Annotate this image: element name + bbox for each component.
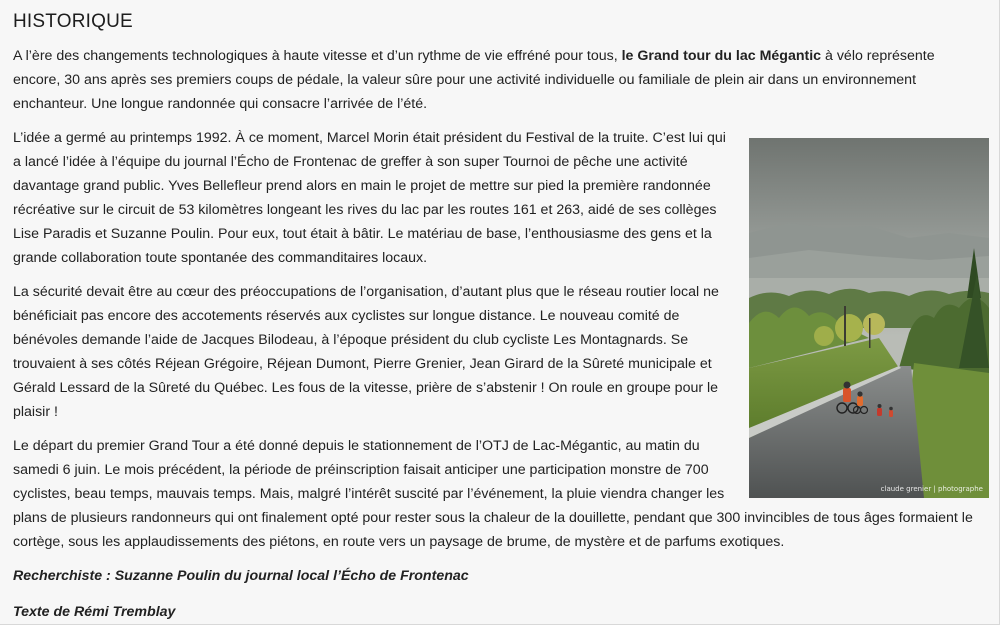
intro-text-end: à vélo représente encore, 30 ans après ses premiers coups de pédale, la valeur sûre pour une activité individuelle ou familiale de plein air dans un environnement enchanteur. Une longue randonnée qui consacre l’arrivée de l’été. [13,48,935,112]
paragraph-first-departure: Le départ du premier Grand Tour a été donné depuis le stationnement de l’OTJ de Lac-Mégantic, au matin du samedi 6 juin. Le mois précédent, la période de préinscription faisait anticiper une participation monstre de 700 cyclistes, beau temps, mauvais temps. Mais, malgré l’intérêt suscité par l’événement, la pluie viendra changer les plans de plusieurs randonneurs qui ont finalement opté pour rester sous la chaleur de la douillette, pendant que 300 invincibles de tous âges formaient le cortège, sous les applaudissements des piétons, en route vers un paysage de brume, de mystère et de parfums exotiques. [13,438,973,550]
section-title: HISTORIQUE [13,11,133,32]
paragraph-origins: L’idée a germé au printemps 1992. À ce moment, Marcel Morin était président du Festival de la truite. C’est lui qui a lancé l’idée à l’équipe du journal l’Écho de Frontenac de greffer à son super Tournoi de pêche une activité davantage grand public. Yves Bellefleur prend alors en main le projet de mettre sur pied la première randonnée récréative sur le circuit de 53 kilomètres longeant les rives du lac par les routes 161 et 263, aidé de ses collèges Lise Paradis et Suzanne Poulin. Pour eux, tout était à bâtir. Le matériau de base, l’enthousiasme des gens et la grande collaboration toute spontanée des commanditaires locaux. [13,130,726,266]
paragraph-intro [13,44,977,116]
cyclists-photo [749,138,989,498]
researcher-credit: Recherchiste : Suzanne Poulin du journal local l’Écho de Frontenac [13,568,469,584]
intro-text-start: A l’ère des changements technologiques à haute vitesse et d’un rythme de vie effréné pour tous, [13,48,622,64]
cyclists-photo-image [749,138,989,498]
event-name: le Grand tour du lac Mégantic [621,48,822,64]
photo-credit: claude grenier | photographe [880,485,983,493]
author-credit: Texte de Rémi Tremblay [13,604,176,620]
paragraph-safety: La sécurité devait être au cœur des préoccupations de l’organisation, d’autant plus que le réseau routier local ne bénéficiait pas encore des accotements réservés aux cyclistes sur longue distance. Le nouveau comité de bénévoles demande l’aide de Jacques Bilodeau, à l’époque président du club cycliste Les Montagnards. Se trouvaient à ses côtés Réjean Grégoire, Réjean Dumont, Pierre Grenier, Jean Girard de la Sûreté municipale et Gérald Lessard de la Sûreté du Québec. Les fous de la vitesse, prière de s’abstenir ! On roule en groupe pour le plaisir ! [13,284,719,420]
